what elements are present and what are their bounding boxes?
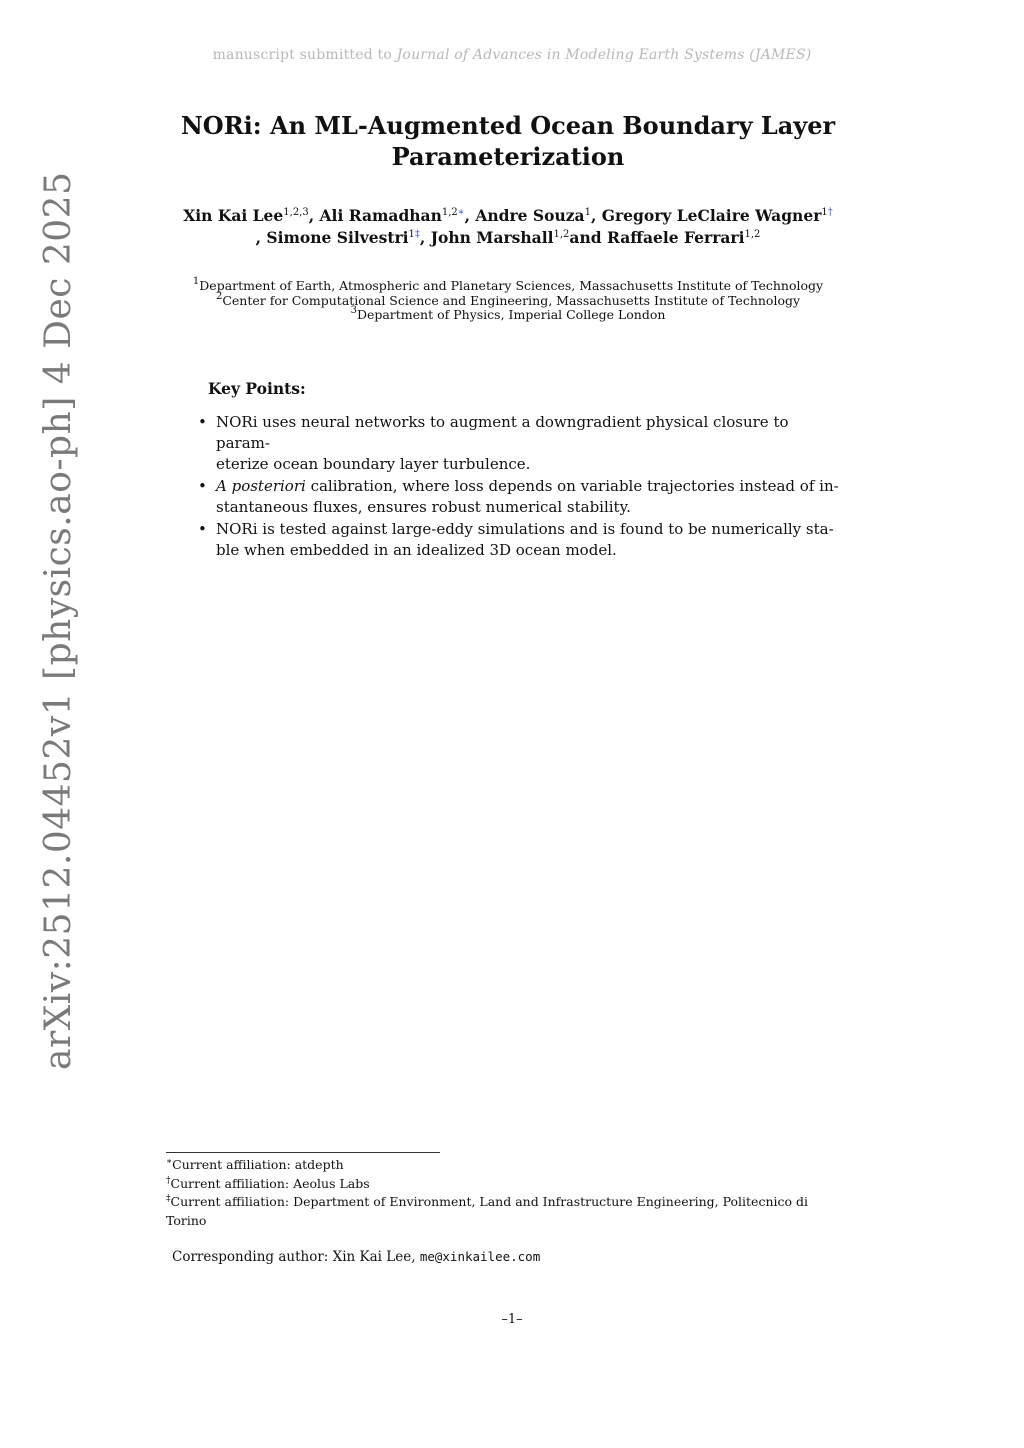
author-sup: 1,2 — [553, 229, 570, 240]
author-sep: , — [308, 206, 320, 225]
footnote-rule — [166, 1152, 440, 1153]
author-mark[interactable]: ∗ — [457, 207, 465, 218]
affiliation-num: 2 — [215, 290, 223, 302]
author-name: Xin Kai Lee — [183, 206, 284, 225]
author-sep: , — [464, 206, 476, 225]
footnote-mark: ‡ — [166, 1194, 171, 1204]
corresponding-author — [172, 1249, 540, 1265]
affiliation-item — [150, 305, 866, 323]
corresponding-label: Corresponding author: Xin Kai Lee, — [172, 1249, 420, 1265]
bullet-icon: • — [198, 520, 207, 538]
title-line-1: NORi: An ML-Augmented Ocean Boundary Layer — [180, 111, 836, 140]
affiliation-text: Department of Earth, Atmospheric and Planetary Sciences, Massachusetts Institute of Technology — [199, 278, 824, 293]
key-point-text: eterize ocean boundary layer turbulence. — [216, 455, 531, 473]
author-sup: 1 — [408, 229, 415, 240]
author-sep: , — [590, 206, 602, 225]
journal-header — [0, 47, 1024, 63]
arxiv-identifier[interactable]: arXiv:2512.04452v1 [physics.ao-ph] 4 Dec 2025 — [38, 171, 79, 1070]
author-mark[interactable]: ‡ — [414, 229, 420, 240]
key-point-text: NORi uses neural networks to augment a downgradient physical closure to param- — [216, 413, 789, 452]
corresponding-email[interactable]: me@xinkailee.com — [419, 1249, 541, 1264]
author-list — [150, 205, 866, 249]
key-point-item — [196, 519, 846, 561]
footnote-mark: † — [166, 1175, 171, 1186]
author-name: Andre Souza — [475, 206, 585, 225]
author-name: , Simone Silvestri — [255, 228, 409, 247]
author-sup: 1,2 — [441, 207, 458, 218]
author-name: Gregory LeClaire Wagner — [601, 206, 822, 225]
affiliation-item — [150, 290, 866, 309]
author-sep: , — [419, 228, 431, 247]
footnote-text: Current affiliation: atdepth — [172, 1157, 344, 1172]
paper-title — [150, 110, 866, 172]
footnote-item — [166, 1175, 846, 1194]
journal-name: Journal of Advances in Modeling Earth Systems (JAMES) — [396, 47, 812, 63]
author-sup: 1 — [584, 207, 591, 218]
key-point-italic: A posteriori — [216, 477, 306, 495]
author-sup: 1 — [821, 207, 828, 218]
author-line-2 — [150, 227, 866, 249]
key-point-item — [196, 476, 846, 518]
footnote-item — [166, 1193, 846, 1230]
key-point-text: NORi is tested against large-eddy simulations and is found to be numerically sta- — [216, 520, 834, 538]
affiliation-num: 1 — [192, 276, 200, 287]
affiliation-text: Center for Computational Science and Engineering, Massachusetts Institute of Technology — [222, 292, 801, 308]
footnote-text: Current affiliation: Department of Environment, Land and Infrastructure Engineering, Politecnico di Torino — [166, 1194, 808, 1228]
footnote-mark: ∗ — [166, 1157, 173, 1167]
key-points-list — [196, 412, 846, 562]
key-point-text: calibration, where loss depends on variable trajectories instead of in- — [305, 477, 839, 495]
footnote-text: Current affiliation: Aeolus Labs — [170, 1175, 370, 1191]
author-name: John Marshall — [430, 228, 554, 247]
affiliation-num: 3 — [350, 305, 357, 316]
key-points-heading: Key Points: — [208, 379, 306, 398]
affiliation-item — [150, 276, 866, 294]
page-number: –1– — [501, 1312, 523, 1327]
bullet-icon: • — [198, 477, 207, 495]
author-sup: 1,2 — [744, 229, 761, 240]
title-line-2: Parameterization — [391, 142, 625, 171]
author-line-1 — [150, 205, 866, 227]
author-name: Ali Ramadhan — [319, 206, 442, 225]
header-prefix: manuscript submitted to — [212, 47, 397, 63]
key-point-item — [196, 412, 846, 475]
key-point-text: stantaneous fluxes, ensures robust numerical stability. — [216, 498, 631, 516]
bullet-icon: • — [198, 413, 207, 431]
key-point-text: ble when embedded in an idealized 3D ocean model. — [216, 541, 617, 559]
footnote-item — [166, 1156, 846, 1175]
author-name: and Raffaele Ferrari — [569, 228, 745, 247]
affiliations — [150, 276, 866, 323]
author-sup: 1,2,3 — [283, 207, 309, 218]
author-mark[interactable]: † — [827, 207, 833, 218]
footnotes — [166, 1156, 846, 1230]
affiliation-text: Department of Physics, Imperial College London — [356, 307, 666, 322]
